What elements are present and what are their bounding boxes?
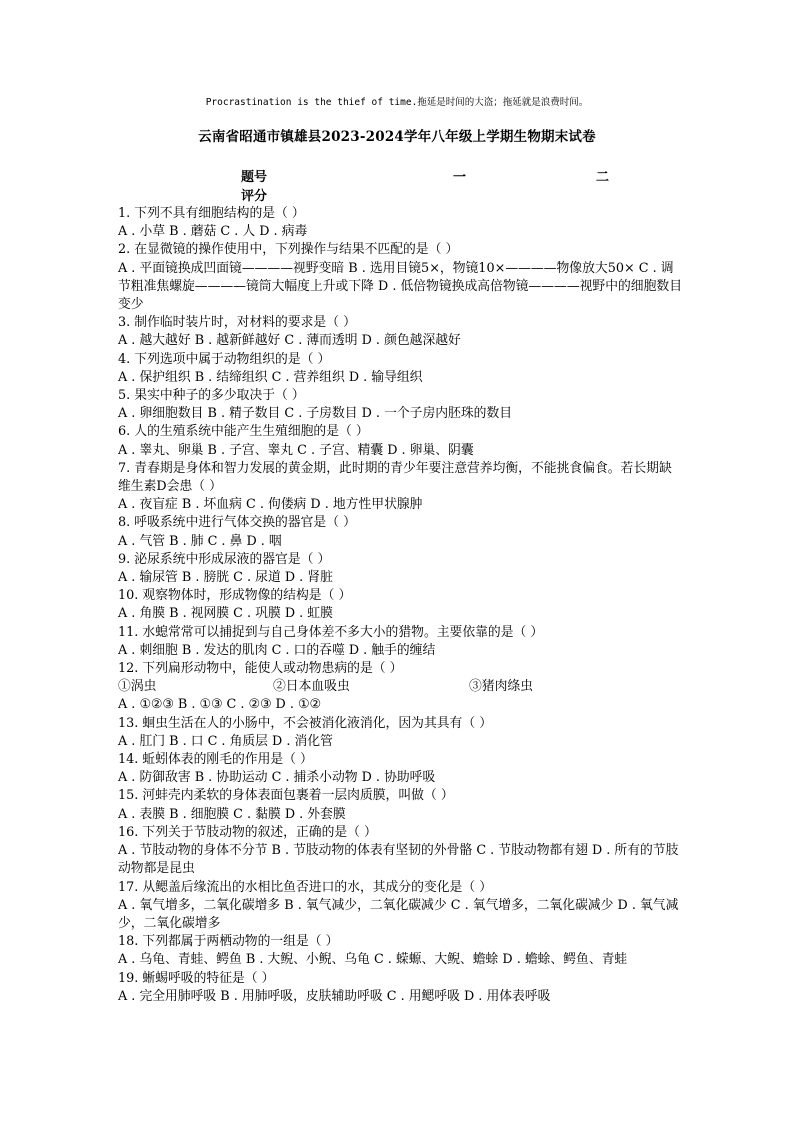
question-stem: 2. 在显微镜的操作使用中，下列操作与结果不匹配的是（ ） [118,242,459,258]
question-stem: 17. 从鳃盖后缘流出的水相比鱼否进口的水，其成分的变化是（ ） [118,879,493,895]
score-table-col-1: 一 [453,170,467,185]
question-list [118,205,684,1006]
question-item: ③猪肉绦虫 [469,679,533,695]
question-options: A . 防御敌害 B . 协助运动 C . 捕杀小动物 D . 协助呼吸 [118,770,436,786]
question-stem: 11. 水螅常常可以捕捉到与自己身体差不多大小的猎物。主要依靠的是（ ） [118,624,544,640]
question-options: A . 保护组织 B . 结缔组织 C . 营养组织 D . 输导组织 [118,369,423,385]
question-stem: 4. 下列选项中属于动物组织的是（ ） [118,351,331,367]
question-options: A . 夜盲症 B . 坏血病 C . 佝偻病 D . 地方性甲状腺肿 [118,497,423,513]
question-stem: 14. 蚯蚓体表的刚毛的作用是（ ） [118,752,313,768]
question-items [118,678,684,696]
question-options: A . 乌龟、青蛙、鳄鱼 B . 大鲵、小鲵、乌龟 C . 蝾螈、大鲵、蟾蜍 D . 蟾蜍、鳄鱼、青蛙 [118,952,628,968]
question-options: A . 节肢动物的身体不分节 B . 节肢动物的体表有坚韧的外骨骼 C . 节肢动物都有翅 D . 所有的节肢动物都是昆虫 [118,843,679,877]
question-options: A . 肛门 B . 口 C . 角质层 D . 消化管 [118,733,333,749]
question-options: A . 完全用肺呼吸 B . 用肺呼吸，皮肤辅助呼吸 C . 用鳃呼吸 D . 用体表呼吸 [118,988,551,1004]
question-options: A . 表膜 B . 细胞膜 C . 黏膜 D . 外套膜 [118,806,346,822]
question-options: A . 睾丸、卵巢 B . 子宫、睾丸 C . 子宫、精囊 D . 卵巢、阴囊 [118,442,474,458]
score-table-row-label-number: 题号 [241,170,268,185]
question-stem: 19. 蜥蜴呼吸的特征是（ ） [118,970,275,986]
question-stem: 12. 下列扁形动物中，能使人或动物患病的是（ ） [118,661,403,677]
question-stem: 10. 观察物体时，形成物像的结构是（ ） [118,588,352,604]
question-stem: 18. 下列都属于两栖动物的一组是（ ） [118,934,339,950]
score-table-row-label-score: 评分 [241,189,268,204]
question-stem: 9. 泌尿系统中形成尿液的器官是（ ） [118,551,331,567]
question-options: A . 角膜 B . 视网膜 C . 巩膜 D . 虹膜 [118,606,333,622]
question-options: A . 卵细胞数目 B . 精子数目 C . 子房数目 D . 一个子房内胚珠的数目 [118,406,513,422]
score-table-col-2: 二 [596,170,610,185]
question-stem: 8. 呼吸系统中进行气体交换的器官是（ ） [118,515,356,531]
question-options: A . 刺细胞 B . 发达的肌肉 C . 口的吞噬 D . 触手的缠结 [118,642,436,658]
question-stem: 7. 青春期是身体和智力发展的黄金期，此时期的青少年要注意营养均衡，不能挑食偏食。若长期缺维生素D会患（ ） [118,460,672,495]
question-item: ①涡虫 [118,679,157,695]
question-stem: 1. 下列不具有细胞结构的是（ ） [118,206,305,221]
question-options: A . 小草 B . 蘑菇 C . 人 D . 病毒 [118,224,308,240]
question-stem: 15. 河蚌壳内柔软的身体表面包裹着一层肉质膜，叫做（ ） [118,788,454,804]
motto-line: Procrastination is the thief of time.拖延是时间的大盗；拖延就是浪费时间。 [205,97,589,108]
question-options: A . ①②③ B . ①③ C . ②③ D . ①② [118,697,321,713]
question-options: A . 氧气增多，二氧化碳增多 B . 氧气减少，二氧化碳减少 C . 氧气增多，二氧化碳减少 D . 氧气减少，二氧化碳增多 [118,897,679,931]
question-stem: 5. 果实中种子的多少取决于（ ） [118,388,305,404]
exam-title: 云南省昭通市镇雄县2023-2024学年八年级上学期生物期末试卷 [198,129,596,145]
score-table [0,166,794,204]
question-stem: 6. 人的生殖系统中能产生生殖细胞的是（ ） [118,424,369,440]
question-options: A . 越大越好 B . 越新鲜越好 C . 薄而透明 D . 颜色越深越好 [118,333,461,349]
question-options: A . 气管 B . 肺 C . 鼻 D . 咽 [118,533,282,549]
question-options: A . 平面镜换成凹面镜————视野变暗 B . 选用目镜5×，物镜10×————物像放大50× C . 调节粗准焦螺旋————镜筒大幅度上升或下降 D . 低倍物镜换成高倍物镜————视野中的细胞数目变少 [118,260,682,313]
question-stem: 13. 蛔虫生活在人的小肠中，不会被消化液消化，因为其具有（ ） [118,715,493,731]
question-stem: 3. 制作临时装片时，对材料的要求是（ ） [118,315,356,331]
question-item: ②日本血吸虫 [273,679,350,695]
question-options: A . 输尿管 B . 膀胱 C . 尿道 D . 肾脏 [118,570,333,586]
question-stem: 16. 下列关于节肢动物的叙述，正确的是（ ） [118,824,377,840]
